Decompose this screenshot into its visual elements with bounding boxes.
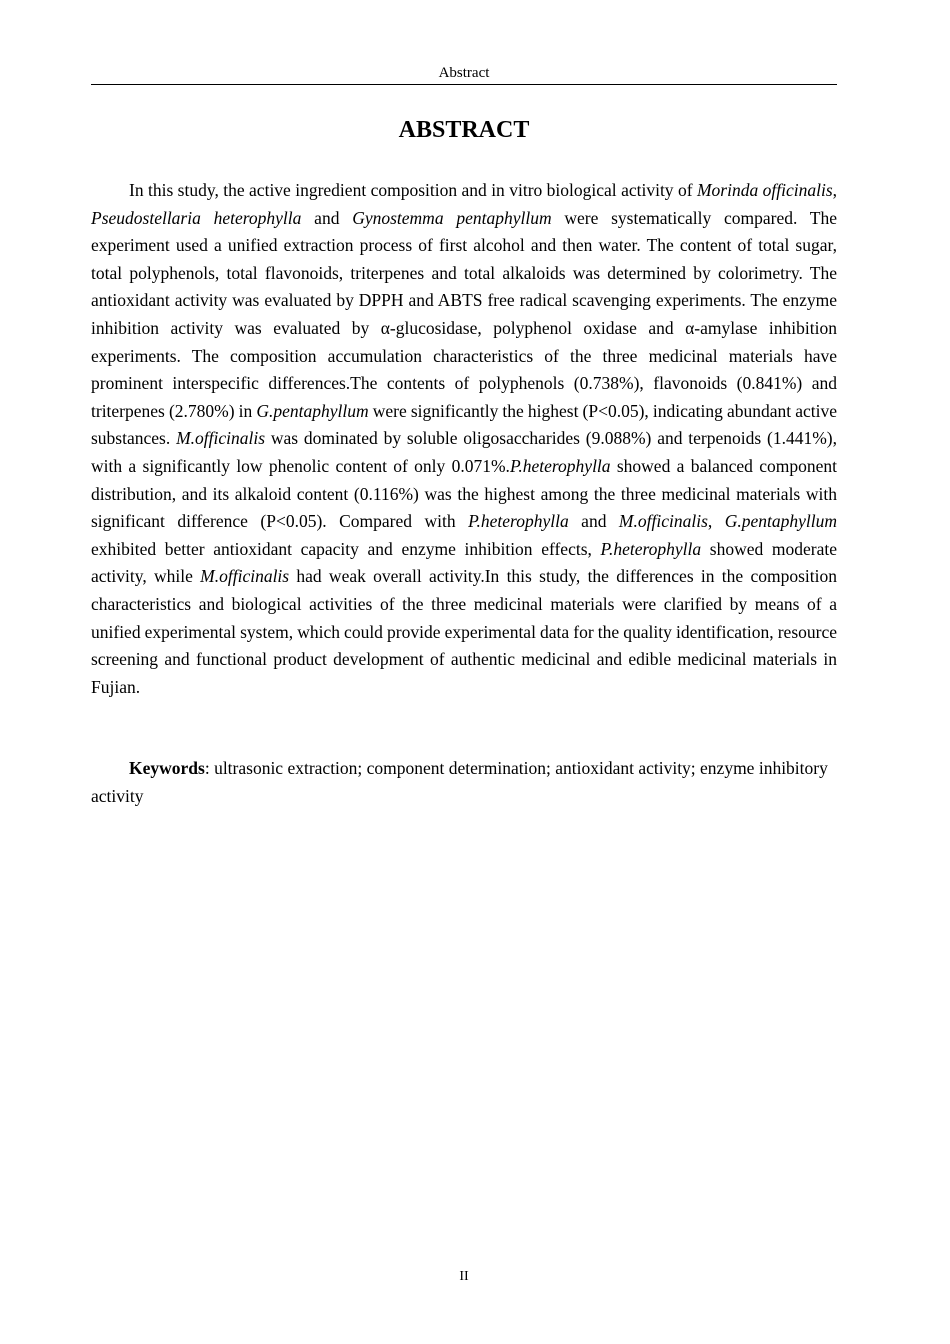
abstract-paragraph [91,177,837,701]
page-title: ABSTRACT [398,117,530,143]
species-name: M.officinalis [200,566,290,587]
species-name: P.heterophylla [600,538,702,559]
abstract-text: and [568,511,619,532]
keywords-text: : ultrasonic extraction; component determination; antioxidant activity; enzyme inhibitory activity [91,758,828,806]
page-number: II [459,1269,469,1284]
species-name: Morinda officinalis [696,180,833,200]
abstract-text: , [832,180,838,200]
species-name: M.officinalis [618,511,708,532]
abstract-text: showed moderate activity, while [91,538,837,587]
abstract-text: were significantly the highest (P<0.05), indicating abundant active substances. [91,400,837,449]
abstract-text: had weak overall activity.In this study, the differences in the composition characteristics and biological activities of the three medicinal materials were clarified by means of a unified experimental system, which could provide experimental data for the quality identification, resource screening and functional product development of authentic medicinal and edible medicinal materials in Fujian. [91,566,837,697]
species-name: P.heterophylla [468,511,569,532]
species-name: P.heterophylla [509,455,611,476]
keywords-paragraph [91,755,837,810]
abstract-text: were systematically compared. The experiment used a unified extraction process of first alcohol and then water. The content of total sugar, total polyphenols, total flavonoids, triterpenes and total alkaloids was determined by colorimetry. The antioxidant activity was evaluated by DPPH and ABTS free radical scavenging experiments. The enzyme inhibition activity was evaluated by α-glucosidase, polyphenol oxidase and α-amylase inhibition experiments. The composition accumulation characteristics of the three medicinal materials have prominent interspecific differences.The contents of polyphenols (0.738%), flavonoids (0.841%) and triterpenes (2.780%) in [91,207,837,421]
abstract-text: and [301,207,353,228]
abstract-text: exhibited better antioxidant capacity and enzyme inhibition effects, [91,538,601,559]
species-name: G.pentaphyllum [724,511,838,532]
abstract-text: showed a balanced component distribution, and its alkaloid content (0.116%) was the highest among the three medicinal materials with significant difference (P<0.05). Compared with [91,455,837,532]
running-header: Abstract [438,65,490,81]
keywords-label: Keywords [129,758,205,778]
abstract-text: was dominated by soluble oligosaccharides (9.088%) and terpenoids (1.441%), with a significantly low phenolic content of only 0.071%. [91,428,837,476]
abstract-text: In this study, the active ingredient composition and in vitro biological activity of [129,180,697,200]
species-name: G.pentaphyllum [256,400,369,421]
species-name: M.officinalis [176,428,266,449]
species-name: Pseudostellaria heterophylla [91,207,302,228]
header-rule [91,84,837,85]
species-name: Gynostemma pentaphyllum [352,207,552,228]
abstract-text: , [707,511,725,532]
